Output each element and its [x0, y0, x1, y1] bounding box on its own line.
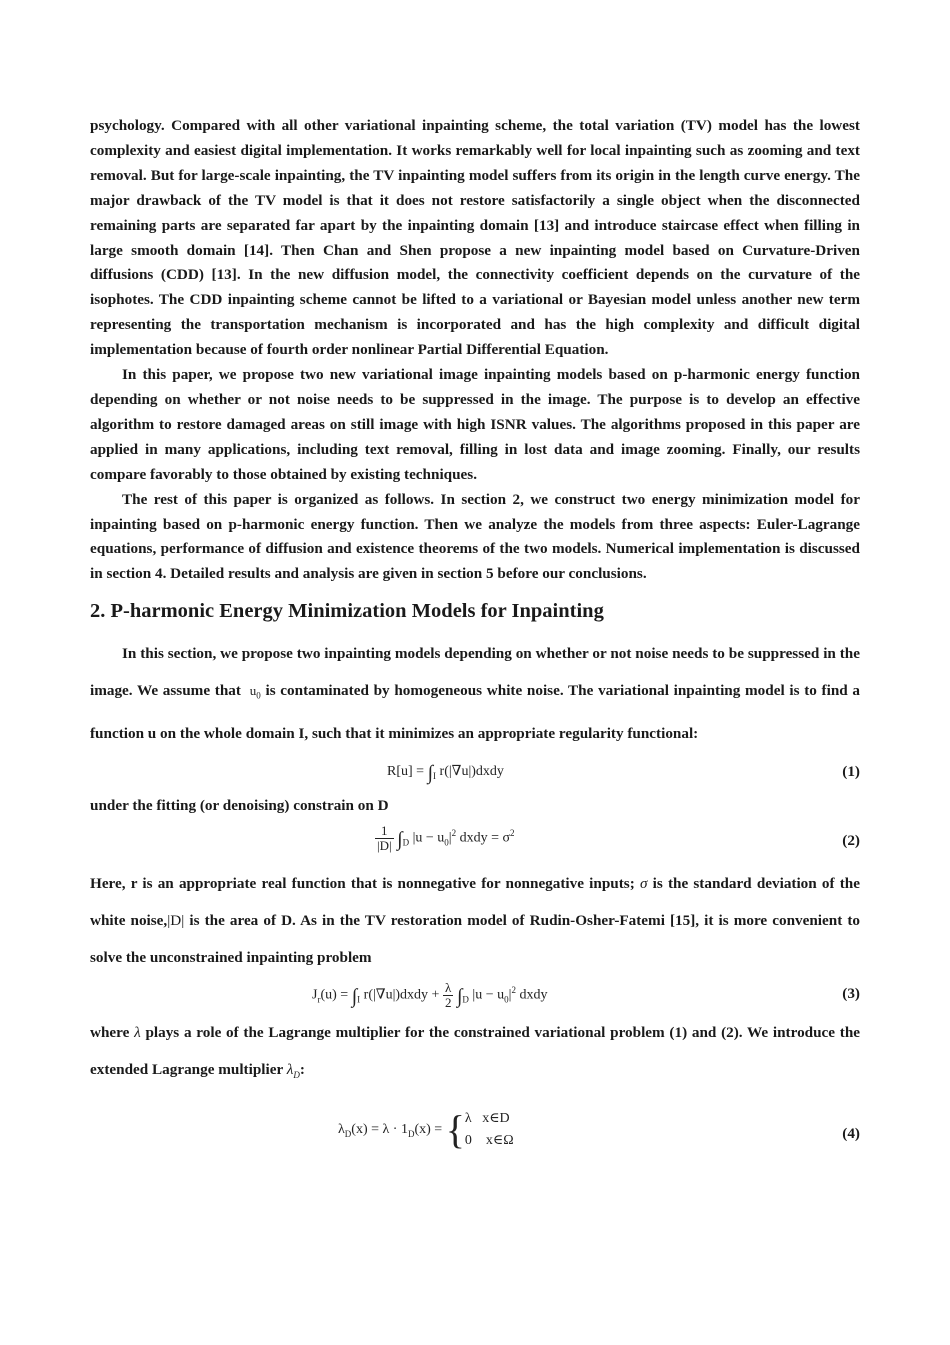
paragraph-section-intro: In this section, we propose two inpainting models depending on whether or not noise needs to be suppressed in the image. We assume that $u_0$ is contaminated by homogeneous white noise. The variational inpainting model is to find a function u on the whole domain I, such that it minimizes an appropriate regularity functional: [90, 645, 861, 742]
symbol-lambda: λ [134, 1023, 141, 1041]
paragraph-definitions: Here, r is an appropriate real function that is nonnegative for nonnegative inputs; σ is the standard deviation of the white noise,|D| is the area of D. As in the TV restoration model of Rudin-Osher-Fatemi [15], it is more convenient to solve the unconstrained inpainting problem [90, 874, 860, 966]
paragraph-organization: The rest of this paper is organized as follows. In section 2, we construct two energy minimization model for inpainting based on p-harmonic energy function. Then we analyze the models from three aspects: Euler-Lagrange equations, performance of diffusion and existence theorems of the two models. Numerical implementation is discussed in section 4. Detailed results and analysis are given in section 5 before our conclusions. [90, 490, 860, 583]
equation-3-label: (3) [842, 984, 860, 1002]
symbol-u0: $u_0$ [249, 683, 261, 701]
paragraph-constraint: under the fitting (or denoising) constrain on D [90, 796, 389, 814]
symbol-sigma: σ [639, 874, 648, 892]
symbol-area-D: |D| [167, 911, 185, 929]
paragraph-proposal: In this paper, we propose two new variational image inpainting models based on p-harmonic energy function depending on whether or not noise needs to be suppressed in the image. The purpose is to develop an effective algorithm to restore damaged areas on still image with high ISNR values. The algorithms proposed in this paper are applied in many applications, including text removal, filling in lost data and image zooming. Finally, our results compare favorably to those obtained by existing techniques. [90, 366, 860, 483]
paragraph-lagrange: where λ plays a role of the Lagrange multiplier for the constrained variational problem (1) and (2). We introduce the extended Lagrange multiplier $\lambda_D$: [90, 1023, 861, 1080]
equation-3: $J_r(u) = \int_I$ r(|∇u|)dxdy + $\frac{\lambda}{2}$ $\int_D$ $|u - u_0|^2$ dxdy [312, 979, 548, 1010]
equation-1: $R[u] = \int_I$ r(|∇u|)dxdy [387, 761, 504, 784]
document-page [90, 114, 860, 1164]
symbol-lambda-D: $\lambda_D$ [286, 1060, 300, 1080]
equation-1-row [90, 752, 860, 790]
equation-4-label: (4) [842, 1124, 860, 1142]
equation-2-label: (2) [842, 831, 860, 849]
equation-3-row [90, 976, 860, 1014]
paragraph-intro-continued: psychology. Compared with all other variational inpainting scheme, the total variation (TV) model has the lowest complexity and easiest digital implementation. It works remarkably well for local inpainting such as zooming and text removal. But for large-scale inpainting, the TV inpainting model suffers from its origin in the length curve energy. The major drawback of the TV model is that it does not restore satisfactorily a single object when the disconnected remaining parts are separated far apart by the inpainting domain [13] and introduce staircase effect when filling in large smooth domain [14]. Then Chan and Shen propose a new inpainting model based on Curvature-Driven diffusions (CDD) [13]. In the new diffusion model, the connectivity coefficient depends on the curvature of the isophotes. The CDD inpainting scheme cannot be lifted to a variational or Bayesian model unless another new term representing the transportation mechanism is incorporated and has the high complexity and difficult digital implementation because of fourth order nonlinear Partial Differential Equation. [90, 117, 860, 359]
equation-4: $\lambda_D(x) = \lambda \cdot 1_D(x) = \{\lambda$ x∈D 0 x∈Ω [338, 1106, 514, 1152]
equation-1-label: (1) [842, 762, 860, 780]
equation-4-row [90, 1094, 860, 1164]
equation-2: $\frac{1}{|D|}$ $\int_D$ $|u - u_0|^2$ dxdy = $\sigma^2$ [377, 822, 515, 853]
equation-2-row [90, 819, 860, 865]
section-heading: 2. P-harmonic Energy Minimization Models for Inpainting [90, 600, 604, 623]
